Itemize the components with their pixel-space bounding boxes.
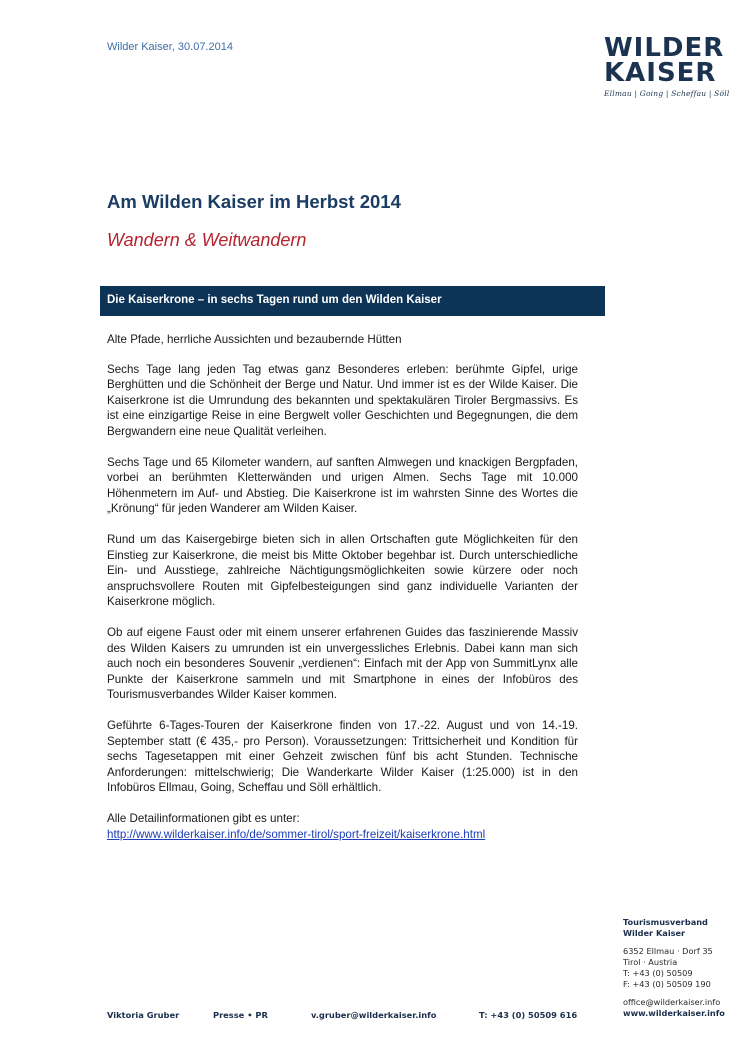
contact-email[interactable]: office@wilderkaiser.info [623, 997, 721, 1007]
body-paragraph: Ob auf eigene Faust oder mit einem unserer erfahrenen Guides das faszinierende Massiv des Wilden Kaisers zu umrunden ist ein unvergessliches Erlebnis. Dabei kann man sich auch noch ein besonderes Souvenir „verdienen“: Einfach mit der App von SummitLynx alle Punkte der Kaiserkrone sammeln und mit Smartphone in eines der Infobüros des Tourismusverbandes Wilder Kaiser kommen. [107, 626, 578, 701]
section-banner [100, 286, 605, 316]
contact-org-line-1: Tourismusverband [623, 917, 708, 927]
footer-department: Presse • PR [213, 1010, 268, 1020]
page-title: Am Wilden Kaiser im Herbst 2014 [107, 191, 401, 212]
article-body [107, 332, 578, 858]
logo-subline: Ellmau | Going | Scheffau | Söll [604, 89, 730, 98]
body-paragraph: Sechs Tage lang jeden Tag etwas ganz Besonderes erleben: berühmte Gipfel, urige Berghütten und die Schönheit der Berge und Natur. Und immer ist es der Wilde Kaiser. Die Kaiserkrone ist die Umrundung des bekannten und spektakulären Tiroler Bergmassivs. Es ist eine einzigartige Reise in eine Bergwelt voller Geschichten und Begegnungen, die dem Bergwandern eine neue Qualität verleihen. [107, 362, 578, 438]
lead-paragraph: Alte Pfade, herrliche Aussichten und bezaubernde Hütten [107, 333, 402, 346]
footer-phone: T: +43 (0) 50509 616 [479, 1010, 578, 1020]
details-intro: Alle Detailinformationen gibt es unter: [107, 812, 300, 825]
details-link[interactable]: http://www.wilderkaiser.info/de/sommer-tirol/sport-freizeit/kaiserkrone.html [107, 827, 486, 841]
contact-fax: F: +43 (0) 50509 190 [623, 979, 711, 989]
details-paragraph [107, 811, 578, 842]
section-banner-text: Die Kaiserkrone – in sechs Tagen rund um den Wilden Kaiser [107, 294, 442, 306]
wilder-kaiser-logo [604, 33, 734, 98]
logo-line-1: WILDER [604, 33, 725, 63]
contact-phone: T: +43 (0) 50509 [623, 968, 693, 978]
footer-name: Viktoria Gruber [107, 1010, 180, 1020]
contact-address-1: 6352 Ellmau · Dorf 35 [623, 946, 713, 956]
page-subtitle: Wandern & Weitwandern [107, 230, 307, 250]
document-date-line: Wilder Kaiser, 30.07.2014 [107, 41, 233, 53]
contact-address-2: Tirol · Austria [623, 957, 678, 967]
body-paragraph: Rund um das Kaisergebirge bieten sich in allen Ortschaften gute Möglichkeiten für den Einstieg zur Kaiserkrone, die meist bis Mitte Oktober begehbar ist. Durch unterschiedliche Ein- und Ausstiege, zahlreiche Nächtigungsmöglichkeiten sowie kürzere oder noch anspruchsvollere Routen mit Gipfelbesteigungen sind ganz individuelle Varianten der Kaiserkrone möglich. [107, 533, 578, 608]
contact-web[interactable]: www.wilderkaiser.info [623, 1008, 725, 1018]
contact-org-line-2: Wilder Kaiser [623, 928, 686, 938]
footer-email[interactable]: v.gruber@wilderkaiser.info [311, 1010, 437, 1020]
logo-line-2: KAISER [604, 58, 717, 88]
body-paragraph: Geführte 6-Tages-Touren der Kaiserkrone finden von 17.-22. August und von 14.-19. September statt (€ 435,- pro Person). Voraussetzungen: Trittsicherheit und Kondition für sechs Tagesetappen mit einer Gehzeit zwischen fünf bis acht Stunden. Technische Anforderungen: mittelschwierig; Die Wanderkarte Wilder Kaiser (1:25.000) ist in den Infobüros Ellmau, Going, Scheffau und Söll erhältlich. [107, 719, 578, 794]
contact-block [623, 917, 746, 1019]
body-paragraph: Sechs Tage und 65 Kilometer wandern, auf sanften Almwegen und knackigen Bergpfaden, vorbei an berühmten Kletterwänden und urigen Almen. Sechs Tage mit 10.000 Höhenmetern im Auf- und Abstieg. Die Kaiserkrone ist im wahrsten Sinne des Wortes die „Krönung“ für jeden Wanderer am Wilden Kaiser. [107, 455, 578, 515]
